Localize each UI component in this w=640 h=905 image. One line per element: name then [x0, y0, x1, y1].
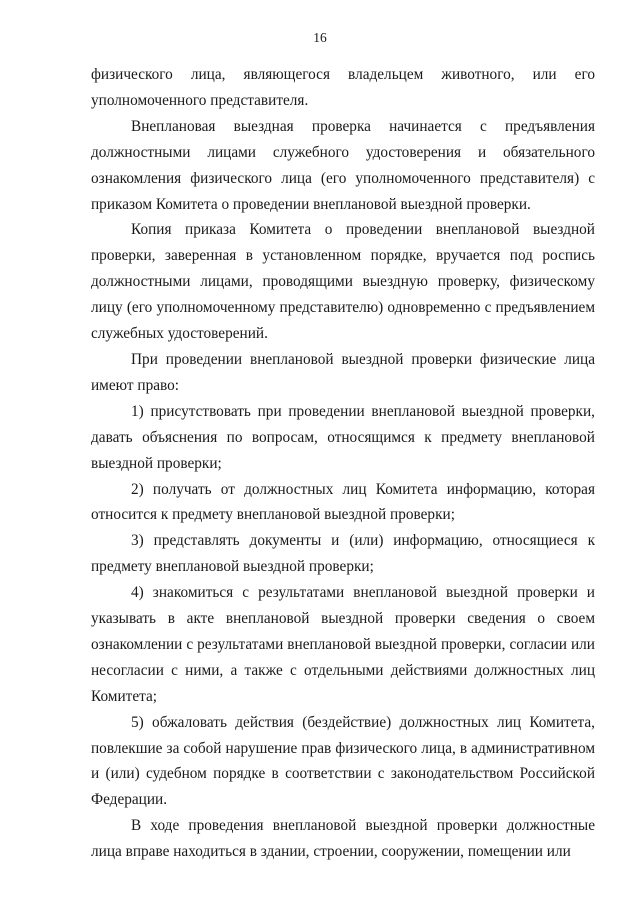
list-item-right-2: 2) получать от должностных лиц Комитета информацию, которая относится к предмету внеплановой выездной проверки; [91, 480, 595, 524]
paragraph-inspection-start: Внеплановая выездная проверка начинается с предъявления должностными лицами служебного удостоверения и обязательного ознакомления физического лица (его уполномоченного представителя) с приказом Комитета о проведении внеплановой выездной проверки. [91, 117, 595, 213]
list-item-right-4: 4) знакомиться с результатами внеплановой выездной проверки и указывать в акте внеплановой выездной проверки сведения о своем ознакомлении с результатами внеплановой выездной проверки, согласии или несогласии с ними, а также с отдельными действиями должностных лиц Комитета; [91, 584, 595, 705]
paragraph-inspection-premises: В ходе проведения внеплановой выездной проверки должностные лица вправе находиться в здании, строении, сооружении, помещении или [91, 817, 595, 861]
list-item-right-5: 5) обжаловать действия (бездействие) должностных лиц Комитета, повлекшие за собой нарушение прав физического лица, в административном и (или) судебном порядке в соответствии с законодательством Российской Федерации. [91, 713, 595, 809]
paragraph-rights-intro: При проведении внеплановой выездной проверки физические лица имеют право: [91, 350, 595, 394]
list-item-right-3: 3) представлять документы и (или) информацию, относящиеся к предмету внеплановой выездной проверки; [91, 532, 595, 576]
paragraph-order-copy: Копия приказа Комитета о проведении внеплановой выездной проверки, заверенная в установленном порядке, вручается под роспись должностными лицами, проводящими выездную проверку, физическому лицу (его уполномоченному представителю) одновременно с предъявлением служебных удостоверений. [91, 221, 595, 343]
document-body [91, 62, 595, 865]
paragraph-continuation: физического лица, являющегося владельцем животного, или его уполномоченного представителя. [91, 66, 595, 109]
list-item-right-1: 1) присутствовать при проведении внеплановой выездной проверки, давать объяснения по вопросам, относящимся к предмету внеплановой выездной проверки; [91, 402, 595, 472]
page-number: 16 [313, 30, 327, 45]
